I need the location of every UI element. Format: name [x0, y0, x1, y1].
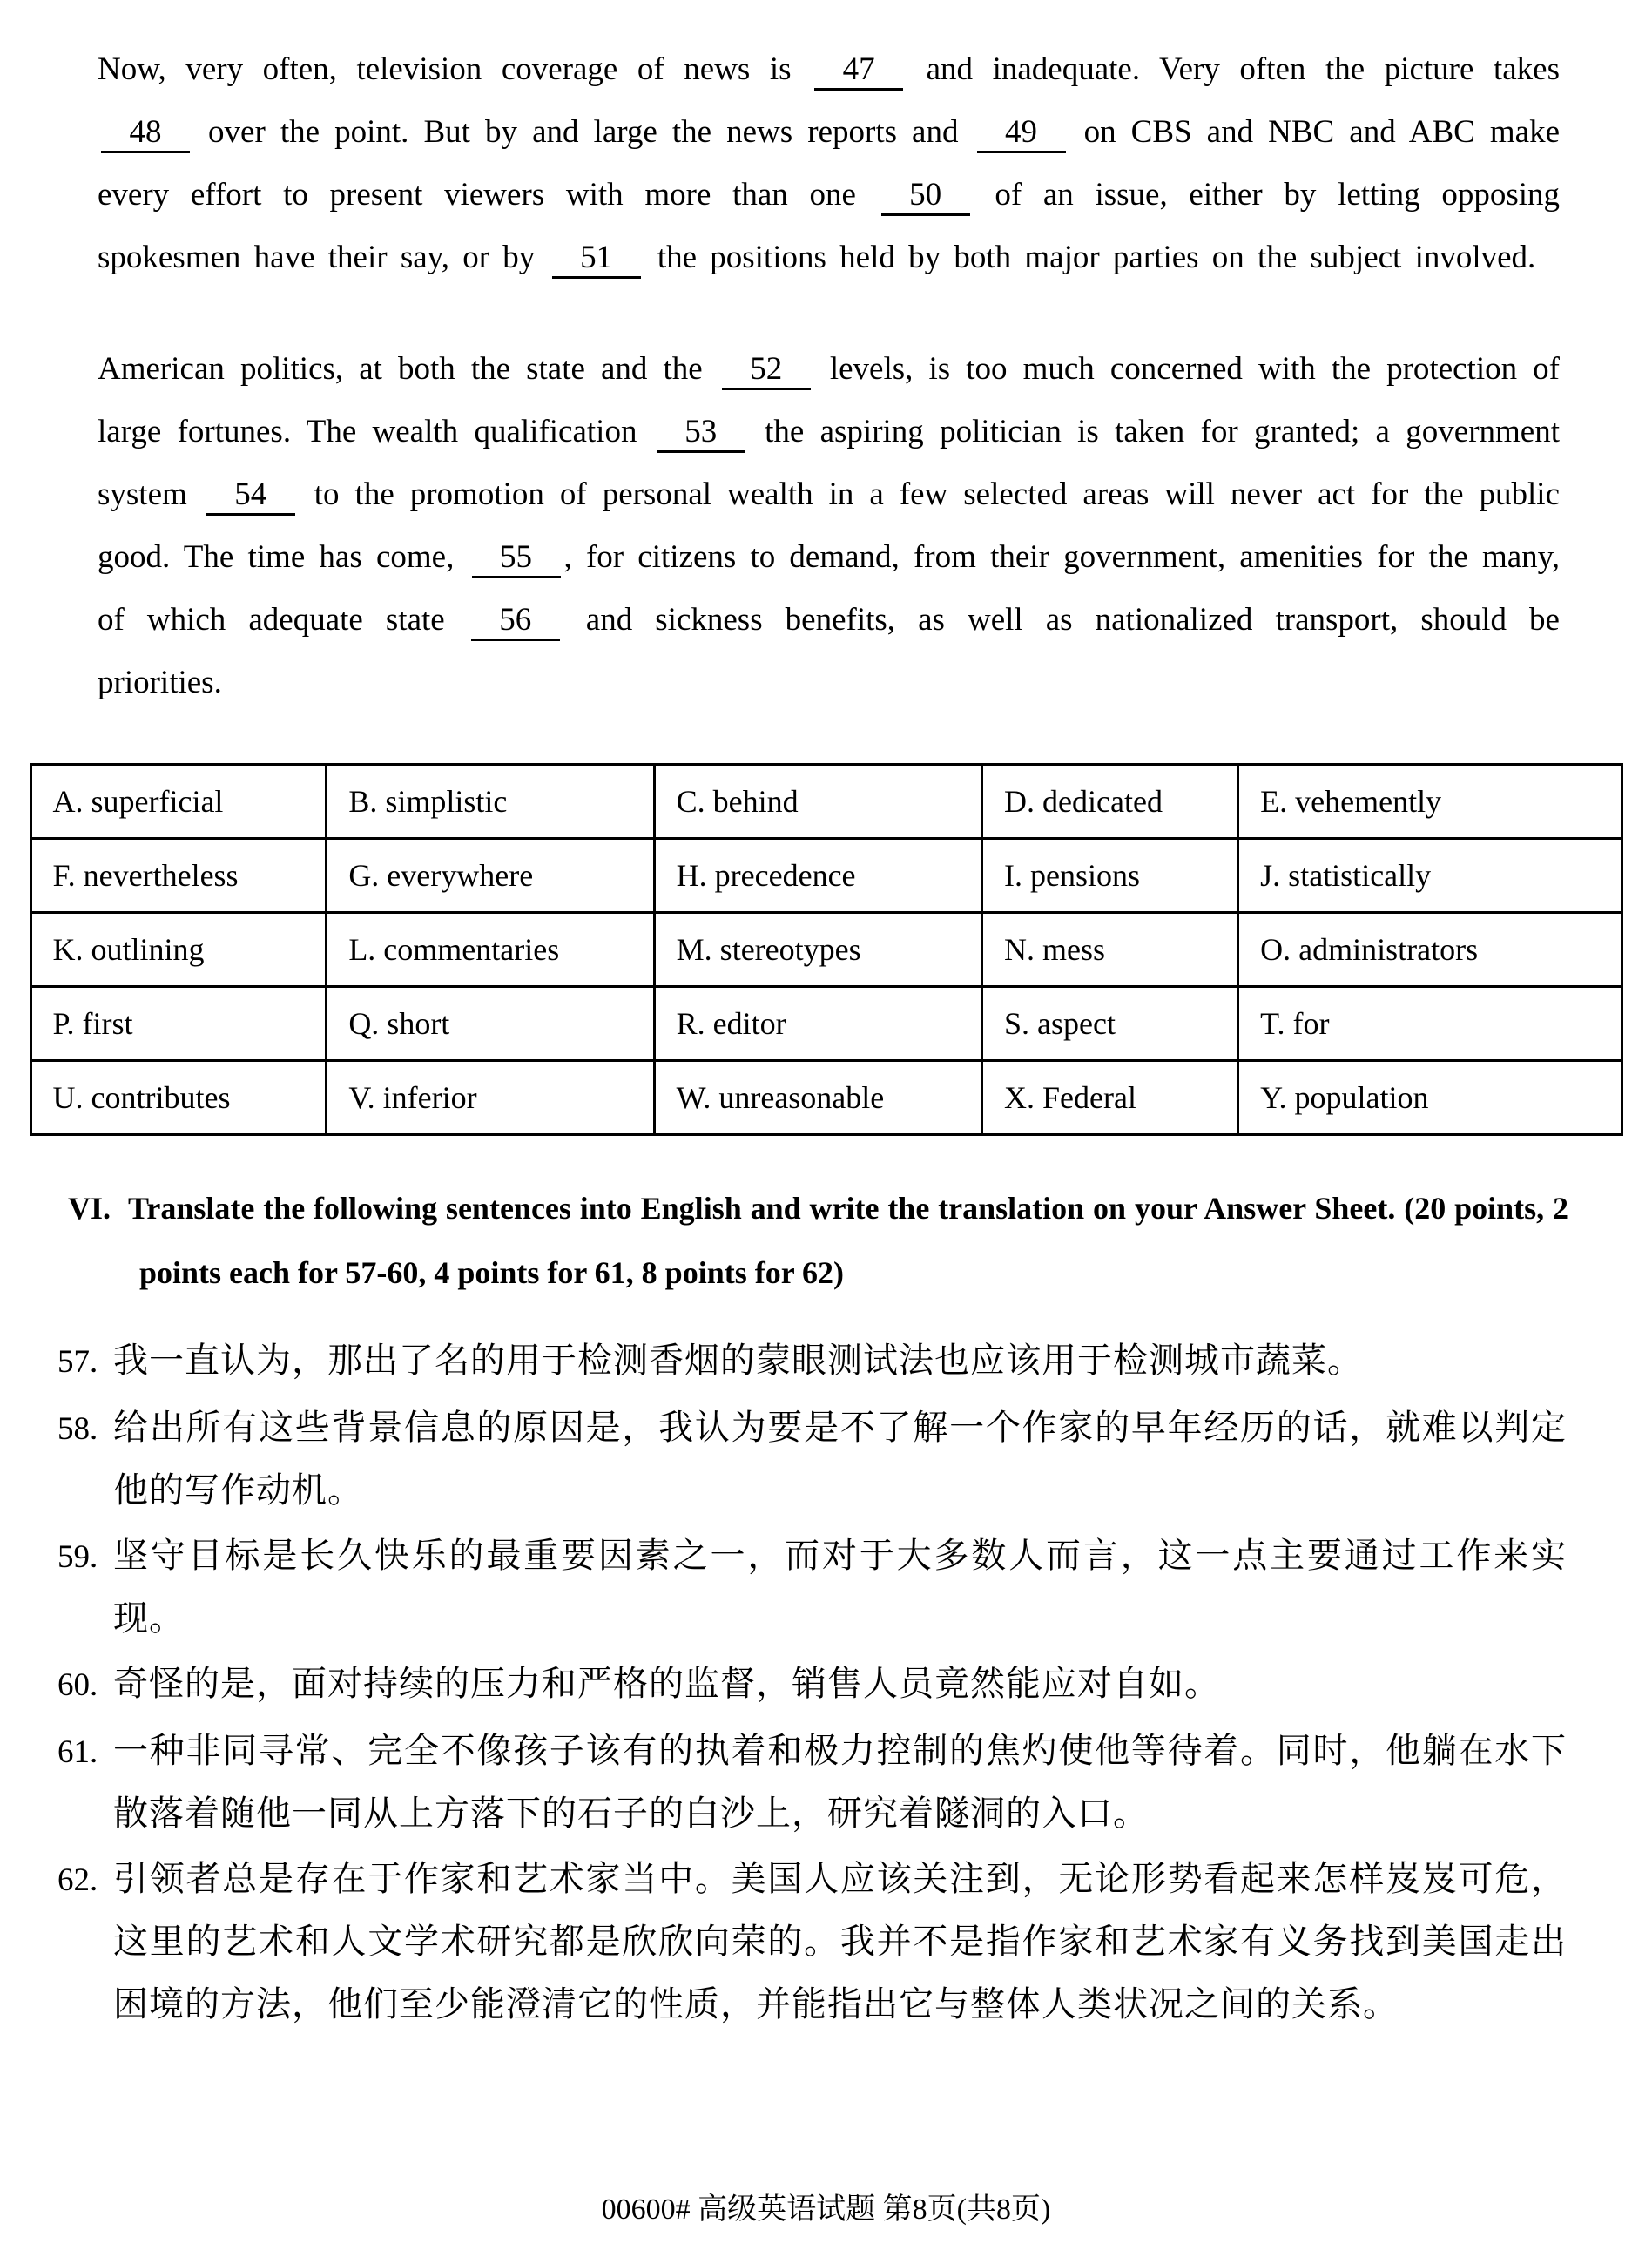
word-option: R. editor	[654, 987, 981, 1061]
word-option: T. for	[1238, 987, 1622, 1061]
word-option: F. nevertheless	[30, 839, 327, 913]
translation-item-number: 61.	[57, 1734, 98, 1770]
word-option: S. aspect	[982, 987, 1238, 1061]
translation-item-number: 58.	[57, 1411, 98, 1447]
passage-paragraph: Now, very often, television coverage of news is 47 and inadequate. Very often the picture takes 48 over the point. But by and large the news reports and 49 on CBS and NBC and ABC make every effort to present viewers with more than one 50 of an issue, either by letting opposing spokesmen have their say, or by 51 the positions held by both major parties on the subject involved.	[98, 38, 1560, 289]
word-bank-row	[30, 765, 1622, 839]
word-option: N. mess	[982, 913, 1238, 987]
word-option: E. vehemently	[1238, 765, 1622, 839]
translation-item	[57, 1720, 1567, 1845]
word-bank-table	[30, 763, 1623, 1136]
cloze-blank-51: 51	[552, 240, 641, 279]
section-vi-header	[68, 1176, 1568, 1305]
cloze-blank-55: 55	[472, 539, 561, 578]
translation-item-text: 奇怪的是，面对持续的压力和严格的监督，销售人员竟然能应对自如。	[113, 1664, 1220, 1703]
translation-item-number: 62.	[57, 1862, 98, 1898]
cloze-blank-48: 48	[101, 114, 190, 153]
cloze-blank-47: 47	[814, 51, 903, 91]
word-option: B. simplistic	[327, 765, 654, 839]
word-option: J. statistically	[1238, 839, 1622, 913]
translation-item-text: 给出所有这些背景信息的原因是，我认为要是不了解一个作家的早年经历的话，就难以判定他的写作动机。	[113, 1408, 1567, 1510]
word-option: A. superficial	[30, 765, 327, 839]
word-bank-row	[30, 987, 1622, 1061]
cloze-passage	[98, 38, 1560, 714]
translation-item-text: 一种非同寻常、完全不像孩子该有的执着和极力控制的焦灼使他等待着。同时，他躺在水下散落着随他一同从上方落下的石子的白沙上，研究着隧洞的入口。	[113, 1731, 1567, 1833]
passage-paragraph: American politics, at both the state and the 52 levels, is too much concerned with the protection of large fortunes. The wealth qualification 53 the aspiring politician is taken for granted; a government system 54 to the promotion of personal wealth in a few selected areas will never act for the public good. The time has come, 55 , for citizens to demand, from their government, amenities for the many, of which adequate state 56 and sickness benefits, as well as nationalized transport, should be priorities.	[98, 351, 1561, 700]
word-option: Y. population	[1238, 1061, 1622, 1135]
word-option: M. stereotypes	[654, 913, 981, 987]
cloze-blank-52: 52	[722, 351, 811, 390]
word-option: K. outlining	[30, 913, 327, 987]
word-bank-body	[30, 765, 1622, 1135]
word-bank-row	[30, 839, 1622, 913]
word-option: U. contributes	[30, 1061, 327, 1135]
translation-item	[57, 1524, 1567, 1650]
section-vi-number: VI.	[68, 1191, 111, 1226]
word-option: V. inferior	[327, 1061, 654, 1135]
word-option: C. behind	[654, 765, 981, 839]
translation-item	[57, 1329, 1567, 1394]
word-bank-row	[30, 913, 1622, 987]
word-option: L. commentaries	[327, 913, 654, 987]
word-option: P. first	[30, 987, 327, 1061]
translation-item	[57, 1396, 1567, 1522]
cloze-blank-50: 50	[881, 177, 970, 216]
word-option: D. dedicated	[982, 765, 1238, 839]
word-option: Q. short	[327, 987, 654, 1061]
translation-item-number: 60.	[57, 1667, 98, 1703]
word-option: X. Federal	[982, 1061, 1238, 1135]
page-footer: 00600# 高级英语试题 第8页(共8页)	[601, 2193, 1051, 2226]
word-option: H. precedence	[654, 839, 981, 913]
translation-item-text: 坚守目标是长久快乐的最重要因素之一，而对于大多数人而言，这一点主要通过工作来实现。	[113, 1536, 1567, 1638]
word-bank-row	[30, 1061, 1622, 1135]
word-option: O. administrators	[1238, 913, 1622, 987]
cloze-blank-53: 53	[657, 414, 745, 453]
translation-item-number: 57.	[57, 1344, 98, 1380]
translation-item-text: 我一直认为，那出了名的用于检测香烟的蒙眼测试法也应该用于检测城市蔬菜。	[113, 1341, 1363, 1380]
cloze-blank-49: 49	[977, 114, 1066, 153]
cloze-blank-56: 56	[471, 602, 560, 641]
translation-item-text: 引领者总是存在于作家和艺术家当中。美国人应该关注到，无论形势看起来怎样岌岌可危，这里的艺术和人文学术研究都是欣欣向荣的。我并不是指作家和艺术家有义务找到美国走出困境的方法，他们至少能澄清它的性质，并能指出它与整体人类状况之间的关系。	[113, 1859, 1567, 2024]
translation-item	[57, 1848, 1567, 2036]
section-vi-instruction: Translate the following sentences into English and write the translation on your Answer Sheet. (20 points, 2 points each for 57-60, 4 points for 61, 8 points for 62)	[128, 1191, 1568, 1290]
translation-item-number: 59.	[57, 1539, 98, 1575]
cloze-blank-54: 54	[206, 476, 295, 516]
word-option: G. everywhere	[327, 839, 654, 913]
word-option: W. unreasonable	[654, 1061, 981, 1135]
translation-list	[57, 1329, 1567, 2036]
word-option: I. pensions	[982, 839, 1238, 913]
translation-item	[57, 1652, 1567, 1717]
